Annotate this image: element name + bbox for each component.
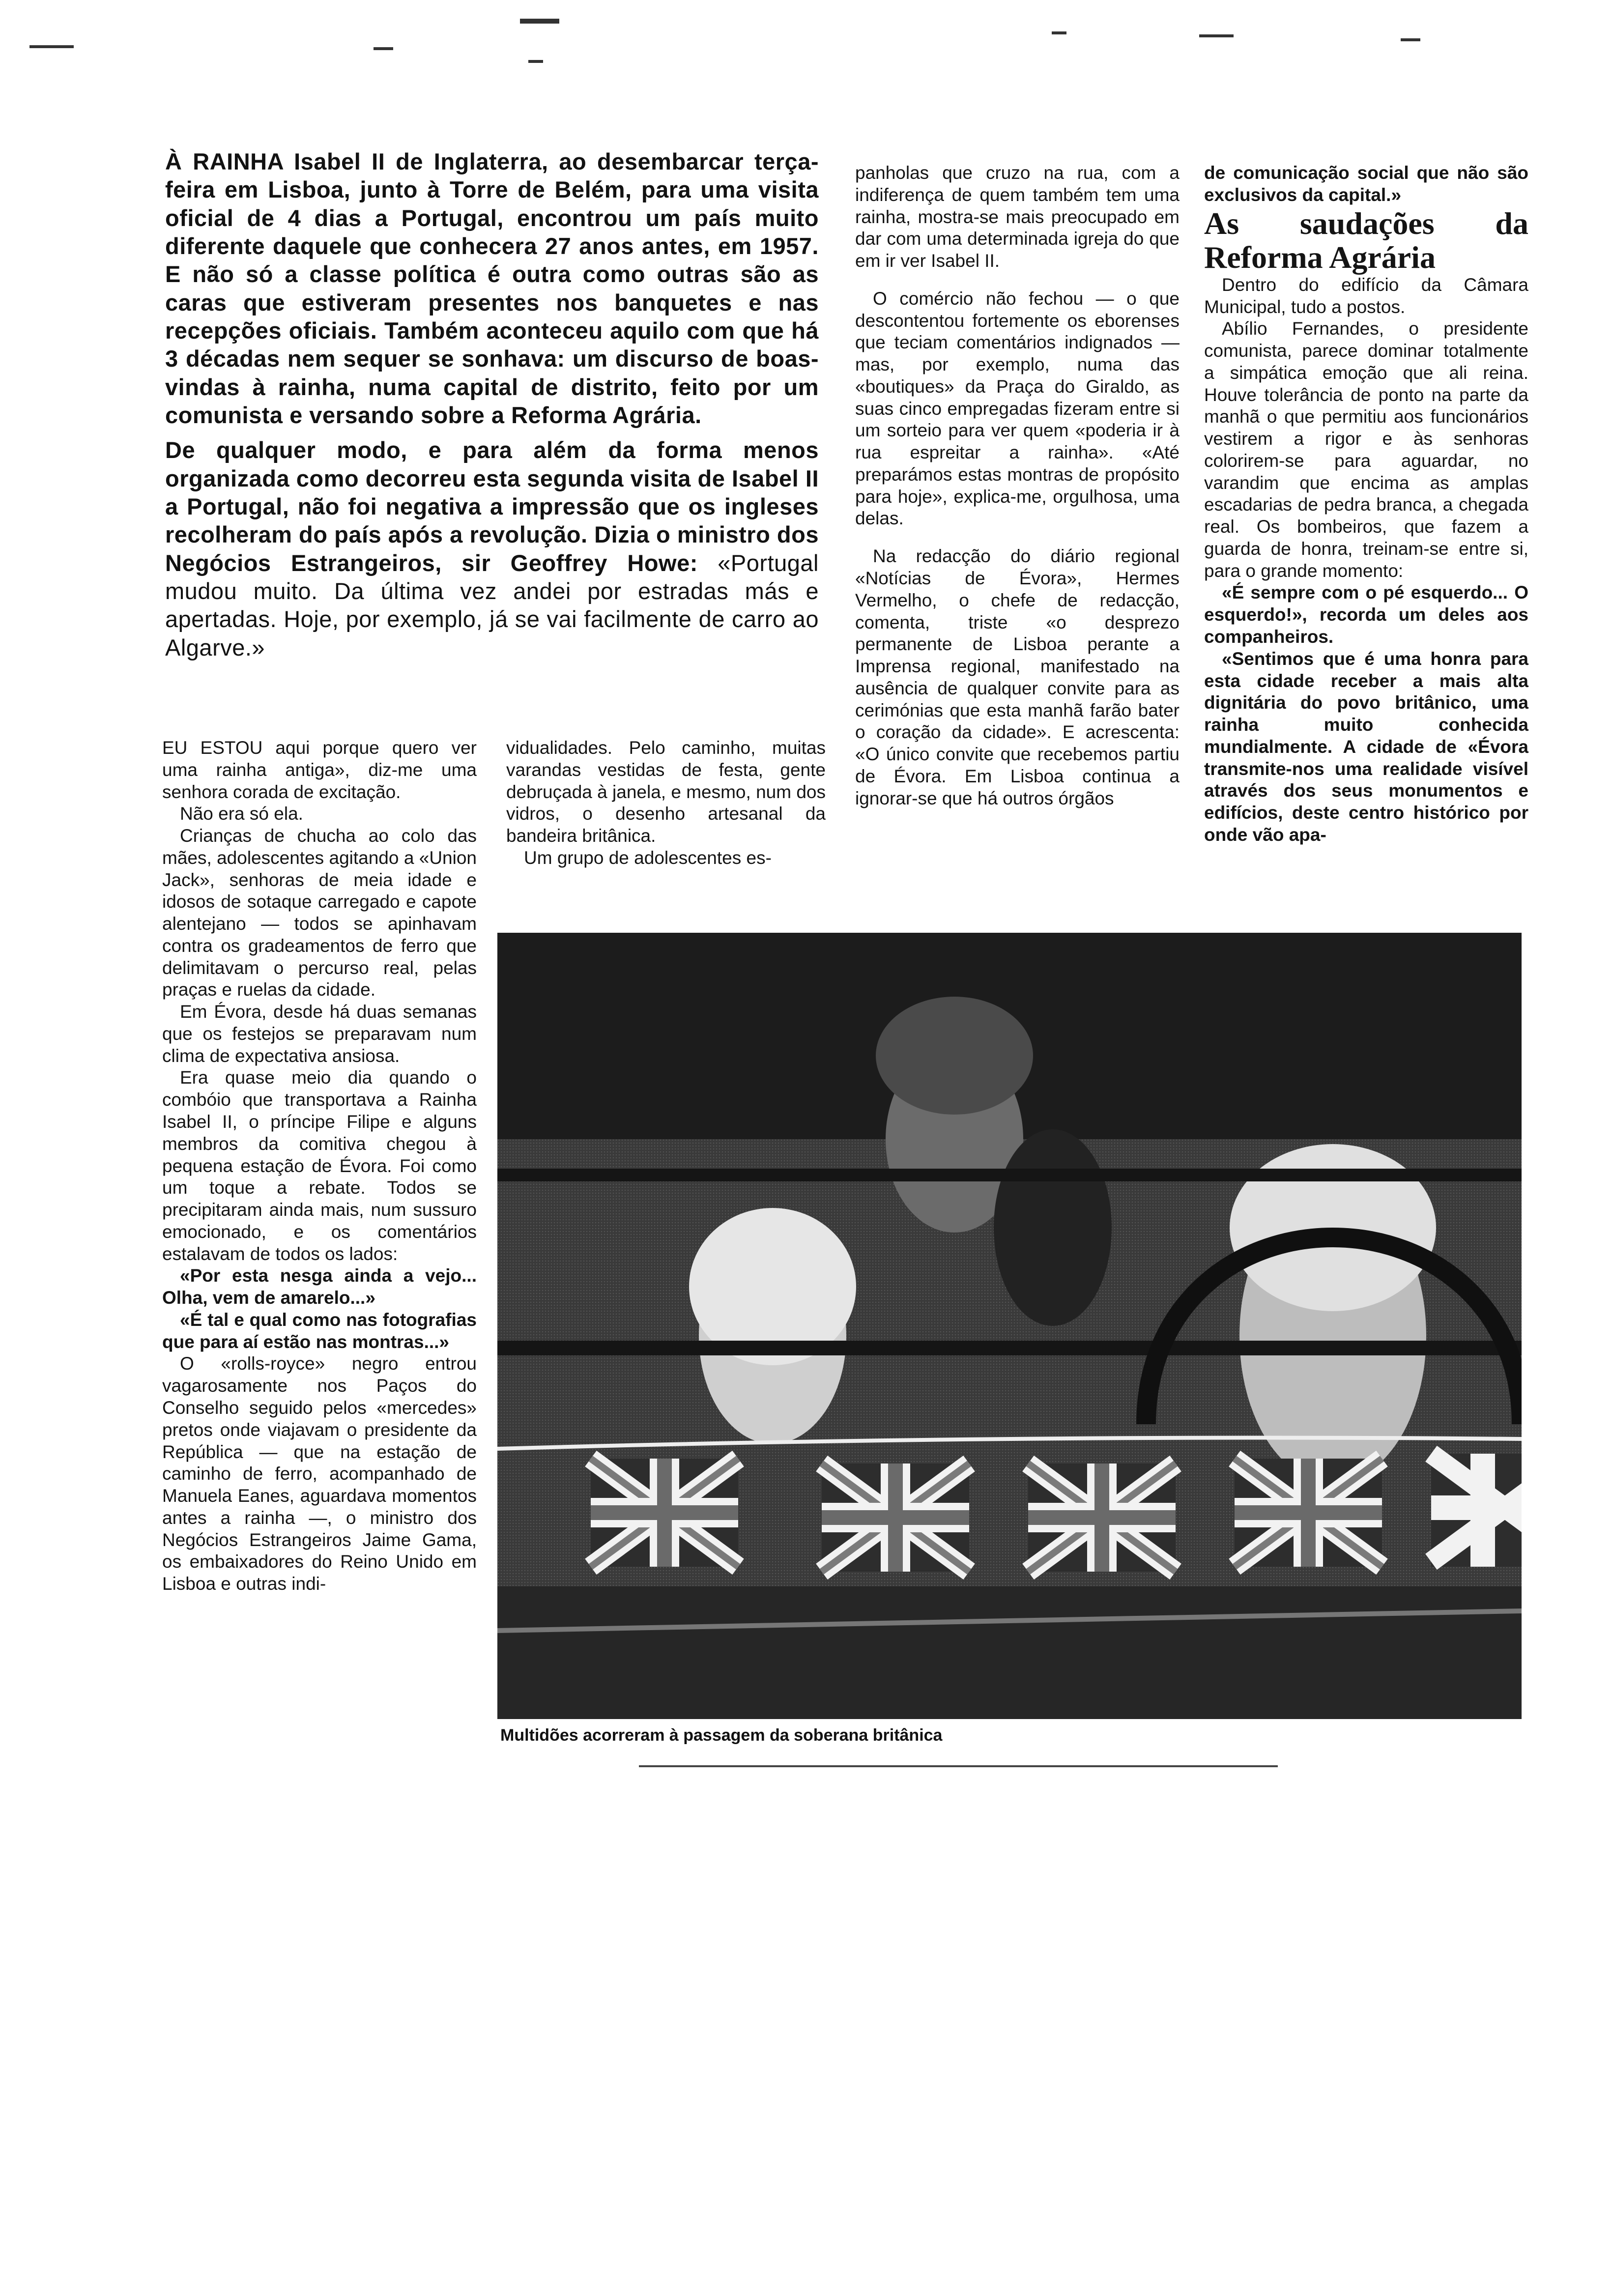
union-jack-flag	[1028, 1464, 1176, 1572]
person-silhouette	[994, 1129, 1112, 1326]
fence-lower	[497, 1586, 1522, 1719]
col-a-opening: EU ESTOU aqui porque quero ver uma rainha antiga», diz-me uma senhora corada de excitação.	[162, 738, 477, 802]
col-a-paragraph: Crianças de chucha ao colo das mães, adolescentes agitando a «Union Jack», senhoras de meia idade e idosos de sotaque carregado e capote alentejano — todos se apinhavam contra os gradeamentos de ferro que delimitavam o percurso real, pelas praças e ruelas da cidade.	[162, 826, 477, 1000]
col-d-paragraph: Dentro do edifício da Câmara Municipal, tudo a postos.	[1204, 274, 1528, 317]
col-d-quote: «É sempre com o pé esquerdo... O esquerdo!», recorda um deles aos companheiros.	[1204, 582, 1528, 647]
bottom-rule	[639, 1765, 1278, 1767]
column-a	[162, 737, 477, 1595]
crowd-photo-image	[497, 933, 1522, 1719]
crowd-photo	[497, 933, 1522, 1719]
col-a-quote: «É tal e qual como nas fotografias que para aí estão nas montras...»	[162, 1309, 477, 1352]
union-jack-flag	[822, 1464, 969, 1572]
col-d-paragraph: Abílio Fernandes, o presidente comunista, parece dominar totalmente a simpática emoção que ali reina. Houve tolerância de ponto na parte da manhã o que permitiu aos funcionários vestirem a rigor e às senhoras colorirem-se para aguardar, no varandim que encima as amplas escadarias de pedra branca, a chegada real. Os bombeiros, que fazem a guarda de honra, treinam-se entre si, para o grande momento:	[1204, 318, 1528, 581]
scan-mark	[520, 19, 559, 24]
column-b	[506, 737, 826, 869]
lead-paragraph-2	[165, 436, 819, 661]
person-hair	[876, 997, 1033, 1115]
scan-mark	[1401, 38, 1420, 41]
col-a-paragraph: Era quase meio dia quando o combóio que transportava a Rainha Isabel II, o príncipe Filipe e alguns membros da comitiva chegou à pequena estação de Évora. Foi como um toque a rebate. Todos se precipitaram ainda mais, num sussuro emocionado, e os comentários estalavam de todos os lados:	[162, 1067, 477, 1264]
section-heading: As saudações da Reforma Agrária	[1204, 205, 1528, 275]
union-jack-flag	[1235, 1459, 1382, 1567]
union-jack-flag	[1431, 1454, 1522, 1567]
scan-mark	[528, 60, 543, 63]
col-a-paragraph: Não era só ela.	[180, 804, 303, 824]
lead-paragraph-1: À RAINHA Isabel II de Inglaterra, ao desembarcar terça-feira em Lisboa, junto à Torre de Belém, para uma visita oficial de 4 dias a Portugal, encontrou um país muito diferente daquele que conhecera 27 anos antes, em 1957. E não só a classe política é outra como outras são as caras que estiveram presentes nos banquetes e nas recepções oficiais. Também aconteceu aquilo com que há 3 décadas nem sequer se sonhava: um discurso de boas-vindas à rainha, numa capital de distrito, feito por um comunista e versando sobre a Reforma Agrária.	[165, 148, 819, 428]
col-b-paragraph: vidualidades. Pelo caminho, muitas varandas vestidas de festa, gente debruçada à janela, e mesmo, num dos vidros, o desenho artesanal da bandeira britânica.	[506, 738, 826, 846]
article-lead	[165, 147, 819, 668]
photo-caption: Multidões acorreram à passagem da soberana britânica	[500, 1726, 943, 1745]
col-d-intro: de comunicação social que não são exclusivos da capital.»	[1204, 163, 1528, 205]
railing-bar	[497, 1169, 1522, 1181]
lead-paragraph-2-text: De qualquer modo, e para além da forma menos organizada como decorreu esta segunda visita de Isabel II a Portugal, não foi negativa a impressão que os ingleses recolheram do país após a revolução. Dizia o ministro dos Negócios Estrangeiros, sir Geoffrey Howe:	[165, 437, 819, 576]
lead-quote: «Portugal mudou muito. Da última vez andei por estradas más e apertadas. Hoje, por exemplo, já se vai facilmente de carro ao Algarve.»	[165, 549, 819, 660]
scan-mark	[374, 47, 393, 50]
col-c-paragraph: O comércio não fechou — o que descontentou fortemente os eborenses que teciam comentários indignados — mas, por exemplo, numa das «boutiques» da Praça do Giraldo, as suas cinco empregadas fizeram entre si um sorteio para ver quem «poderia ir à rua espreitar a rainha». «Até preparámos estas montras de propósito para hoje», explica-me, orgulhosa, uma delas.	[855, 288, 1180, 529]
col-c-paragraph: panholas que cruzo na rua, com a indiferença de quem também tem uma rainha, mostra-se mais preocupado em dar com uma determinada igreja do que em ir ver Isabel II.	[855, 163, 1180, 271]
scan-mark	[1052, 31, 1066, 34]
col-c-paragraph: Na redacção do diário regional «Notícias de Évora», Hermes Vermelho, o chefe de redacção, comenta, triste «o desprezo permanente de Lisboa perante a Imprensa regional, manifestado na ausência de qualquer convite para as cerimónias que esta manhã farão bater o coração da cidade». E acrescenta: «O único convite que recebemos partiu de Évora. Em Lisboa continua a ignorar-se que há outros órgãos	[855, 546, 1180, 808]
scan-mark	[1199, 34, 1234, 37]
col-d-quote: «Sentimos que é uma honra para esta cidade receber a mais alta dignitária do povo britânico, uma rainha muito conhecida mundialmente. A cidade de «Évora transmite-nos uma realidade visível através dos seus monumentos e edifícios, deste centro histórico por onde vão apa-	[1204, 648, 1528, 845]
col-a-paragraph: Em Évora, desde há duas semanas que os festejos se preparavam num clima de expectativa ansiosa.	[162, 1002, 477, 1066]
column-c	[855, 162, 1180, 809]
col-a-quote: «Por esta nesga ainda a vejo... Olha, vem de amarelo...»	[162, 1265, 477, 1308]
railing-bar	[497, 1341, 1522, 1355]
scan-mark	[29, 45, 74, 48]
col-b-paragraph: Um grupo de adolescentes es-	[524, 847, 772, 868]
col-a-paragraph: O «rolls-royce» negro entrou vagarosamente nos Paços do Conselho seguido pelos «mercedes» pretos onde viajavam o presidente da República — que na estação de caminho de ferro, acompanhado de Manuela Eanes, aguardava momentos antes a rainha —, o ministro dos Negócios Estrangeiros Jaime Gama, os embaixadores do Reino Unido em Lisboa e outras indi-	[162, 1353, 477, 1594]
column-d	[1204, 162, 1528, 846]
union-jack-flag	[591, 1459, 738, 1567]
